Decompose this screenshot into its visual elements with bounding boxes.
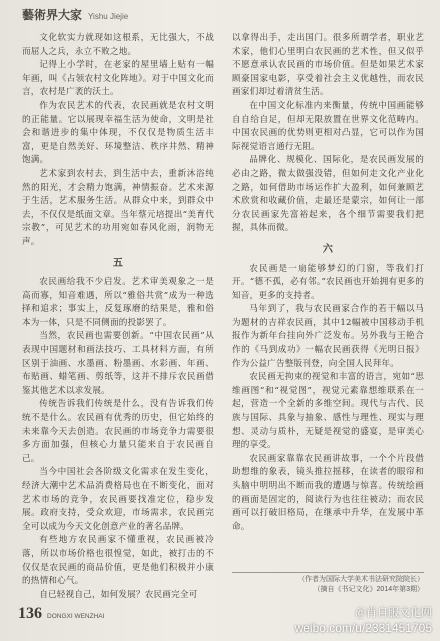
- paragraph: 传统告诉我们传统是什么，没有告诉我们传统不是什么。农民画有优秀的历史，但它始终的未来靠今天去创造。农民画的市场竞争力需要很多方面加强，但核心力量只能来自于农民画自己。: [22, 399, 214, 464]
- paragraph: 农民画是一扇能够梦幻的门窗，等我们打开。“德不孤，必有邻。”农民画也开始拥有更多的知音，更多的支持者。: [232, 263, 424, 301]
- paragraph: 作为农民艺术的代表，农民画就是农村文明的正能量。它以展现幸福生活为使命，文明是社会和谐进步的集中体现，不仅仅是物质生活丰富，更是自然美好、环境整洁、秩序井然、精神饱满。: [22, 100, 214, 166]
- paragraph: 文化软实力就现如这根系，无比强大，不战而屈人之兵，永立不败之地。: [22, 33, 214, 57]
- paragraph: 农民画家靠靠农民画讲故事，一个个片段借助想维的象表，镜头推拉摇移，在读者的眼帘和头脑中明明出不断而我的遭遇与惊喜。传统绘画的画面是固定的，阅读行为也往往被动；而农民画可以打破旧格局，在继承中升华，在发展中革命。: [232, 453, 424, 532]
- watermark-brand: ＠肖自服文化网: [355, 607, 432, 619]
- paragraph: 农民画无拘束的视觉和丰富的语言，宛如“思维画图”和“视觉图”，视觉元素靠想维联系在一起，营造一个全新的多维空间。现代与古代、民族与国际、具象与抽象、感性与理性、现实与理想、灵动与质朴，无疑是视觉的盛宴，是审美心理的享受。: [232, 372, 424, 451]
- author-note: （作者为国际大学美术书法研究院院长）: [298, 576, 424, 583]
- paragraph: 马年到了，我与农民画家合作的若干幅以马为题材的吉祥农民画，其中12幅被中国移动手机报作为新年台挂向外广泛发布。另外我与王艳合作的《马到成功》一幅农民画获得《光明日报》作为公益广告整版刊登，向全国人民拜年。: [232, 304, 424, 369]
- paragraph: 艺术家到农村去，到生活中去，重新沐浴纯然的阳光，才会精力饱满，神情振奋。艺术来源于生活，艺术服务生活。从群众中来，到群众中去，不仅仅是纸面文章。当年蔡元培提出“美育代宗教”，可见艺术的功用宛如春风化雨，润物无声。: [22, 168, 214, 247]
- paragraph: 在中国文化标准内来衡量，传统中国画能够自自给自足，但却无限放置在世界文化范畴内。中国农民画的优势则更相对凸显，它可以作为国际视觉语言通行无阻。: [232, 100, 424, 152]
- page-folio: [18, 605, 104, 623]
- source-note: （摘自《书记文化》2014年第3期）: [313, 586, 424, 593]
- right-column: [232, 32, 424, 572]
- paragraph: 记得上小学时，在老家的屋里墙上贴有一幅年画，叫《占领农村文化阵地》。对于中国文化而言，农村是广袤的沃土。: [22, 60, 214, 98]
- section-heading: 五: [112, 257, 124, 269]
- left-column: [22, 32, 214, 600]
- paragraph: 当然，农民画也需要创新。“中国农民画”从表现中国题材和画法技巧、工具材料方面，有所区别于油画、水墨画、粉墨画、水彩画、年画、布贴画、蜡笔画、剪纸等，这并不排斥农民画借鉴其他艺术以求发展。: [22, 331, 214, 396]
- paragraph: 当今中国社会各阶级文化需求在发生变化，经济大潮中艺术品消费格局也在不断变化，面对艺术市场的竞争，农民画要找准定位，稳步发展。政府支持，受众欢迎，市场需求，农民画完全可以成为今天文化创意产业的著名品牌。: [22, 467, 214, 532]
- paragraph: 自已轻视自己，如何发展？农民画完全可: [39, 589, 198, 600]
- paragraph: 农民画给我不少启发。艺术审美观象之一是高而寡，知音难遇，所以“雅俗共赏”成为一种选择和追求；事实上，反复琢磨的结果是，雅和俗本为一体，只是不同侧面的投影罢了。: [22, 277, 214, 328]
- page-number: 136: [18, 605, 42, 622]
- footnote: [232, 575, 424, 595]
- magazine-name: DONGXI WENZHAI: [47, 613, 105, 620]
- watermark-url: weibo.com/u/2331451705: [294, 621, 432, 635]
- header-subtitle: Yishu Jiejie: [88, 12, 129, 21]
- page-header: [22, 6, 128, 24]
- footnote-divider: [232, 572, 424, 573]
- paragraph: 以拿得出手，走出国门。很多所谓学者，职业艺术家，他们心里明白农民画的艺术性，但又似乎不愿意承认农民画的市场价值。但是如果艺术家顾豪国家电影，享受着社会主义优越性，而农民画家们却过着清贫生活。: [232, 33, 424, 98]
- section-heading: 六: [322, 243, 334, 255]
- header-title: 藝術界大家: [22, 8, 83, 22]
- paragraph: 品牌化、规模化、国际化，是农民画发展的必由之路，微太做强没错，但如何走文化产业化之路，如何借助市场运作扩大盈利，如何兼顾艺术欣赏和收藏价值，走最还是蒙宗，如何让一部分农民画家先富裕起来，各个细节需要我们把握，具体而微。: [232, 155, 424, 234]
- paragraph: 有些地方农民画家不懂重视，农民画被冷落，所以市场价格也很惶觉，如此，被打击的不仅仅是农民画的商品价值，更是他们积极并小康的热情和心气。: [22, 535, 214, 587]
